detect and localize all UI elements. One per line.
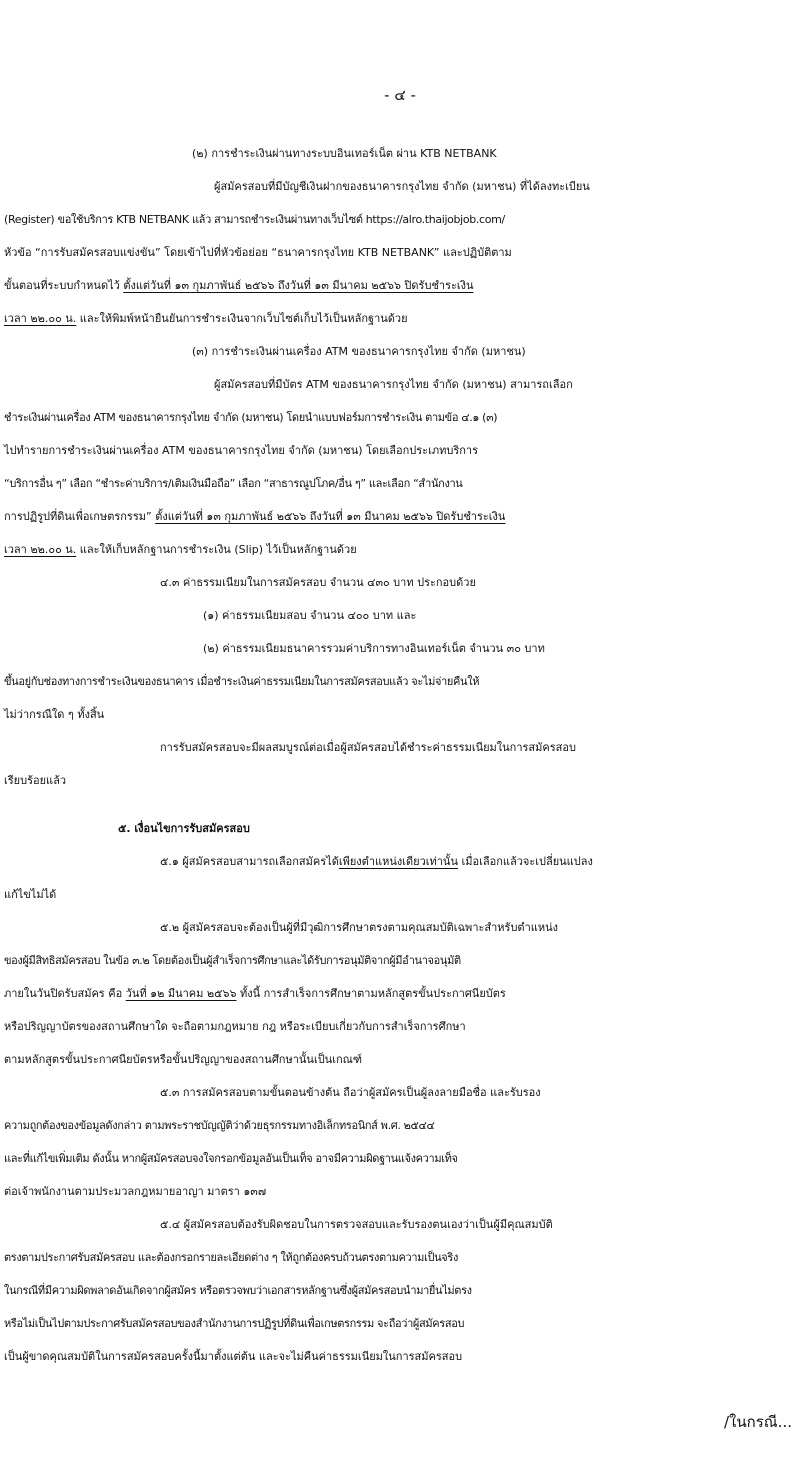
paragraph-line: ไม่ว่ากรณีใด ๆ ทั้งสิ้น (4, 708, 105, 721)
payment-deadline-time: เวลา ๒๒.๐๐ น. (4, 312, 77, 325)
paragraph-line: การปฏิรูปที่ดินเพื่อเกษตรกรรม” ตั้งแต่วันที่ ๑๓ กุมภาพันธ์ ๒๕๖๖ ถึงวันที่ ๑๓ มีนาคม ๒๕๖๖ ปิดรับชำระเงิน (4, 510, 506, 523)
fee-item-1: (๑) ค่าธรรมเนียมสอบ จำนวน ๔๐๐ บาท และ (203, 609, 417, 622)
paragraph-line: ๕.๑ ผู้สมัครสอบสามารถเลือกสมัครได้เพียงตำแหน่งเดียวเท่านั้น เมื่อเลือกแล้วจะเปลี่ยนแปลง (160, 855, 593, 868)
paragraph-line: ตามหลักสูตรขั้นประกาศนียบัตรหรือขั้นปริญญาของสถานศึกษานั้นเป็นเกณฑ์ (4, 1053, 362, 1066)
page-number: - ๔ - (384, 86, 416, 104)
paragraph-line: ในกรณีที่มีความผิดพลาดอันเกิดจากผู้สมัคร หรือตรวจพบว่าเอกสารหลักฐานซึ่งผู้สมัครสอบนำมายื่นไม่ตรง (4, 1284, 472, 1297)
fee-item-2: (๒) ค่าธรรมเนียมธนาคารรวมค่าบริการทางอินเทอร์เน็ต จำนวน ๓๐ บาท (203, 642, 545, 655)
section-5-heading: ๕. เงื่อนไขการรับสมัครสอบ (118, 822, 250, 835)
paragraph-line: “บริการอื่น ๆ” เลือก “ชำระค่าบริการ/เติมเงินมือถือ” เลือก “สาธารณูปโภค/อื่น ๆ” และเลือก “สำนักงาน (4, 477, 463, 490)
paragraph-line: ชำระเงินผ่านเครื่อง ATM ของธนาคารกรุงไทย จำกัด (มหาชน) โดยนำแบบฟอร์มการชำระเงิน ตามข้อ ๔.๑ (๓) (4, 411, 498, 424)
section-4-3-heading: ๔.๓ ค่าธรรมเนียมในการสมัครสอบ จำนวน ๔๓๐ บาท ประกอบด้วย (160, 576, 476, 589)
paragraph-line: ๕.๒ ผู้สมัครสอบจะต้องเป็นผู้ที่มีวุฒิการศึกษาตรงตามคุณสมบัติเฉพาะสำหรับตำแหน่ง (160, 921, 558, 934)
payment-period: ตั้งแต่วันที่ ๑๓ กุมภาพันธ์ ๒๕๖๖ ถึงวันที่ ๑๓ มีนาคม ๒๕๖๖ ปิดรับชำระเงิน (155, 510, 506, 523)
paragraph-line: ขั้นตอนที่ระบบกำหนดไว้ ตั้งแต่วันที่ ๑๓ กุมภาพันธ์ ๒๕๖๖ ถึงวันที่ ๑๓ มีนาคม ๒๕๖๖ ปิดรับชำระเงิน (4, 279, 474, 292)
paragraph-line: หัวข้อ “การรับสมัครสอบแข่งขัน” โดยเข้าไปที่หัวข้อย่อย “ธนาคารกรุงไทย KTB NETBANK” และปฏิบัติตาม (4, 246, 512, 259)
payment-period: ตั้งแต่วันที่ ๑๓ กุมภาพันธ์ ๒๕๖๖ ถึงวันที่ ๑๓ มีนาคม ๒๕๖๖ ปิดรับชำระเงิน (123, 279, 474, 292)
paragraph-line: การรับสมัครสอบจะมีผลสมบูรณ์ต่อเมื่อผู้สมัครสอบได้ชำระค่าธรรมเนียมในการสมัครสอบ (160, 741, 576, 754)
paragraph-line: (Register) ขอใช้บริการ KTB NETBANK แล้ว สามารถชำระเงินผ่านทางเว็บไซต์ https://alro.thaijobjob.com/ (4, 213, 505, 226)
paragraph-line: ความถูกต้องของข้อมูลดังกล่าว ตามพระราชบัญญัติว่าด้วยธุรกรรมทางอิเล็กทรอนิกส์ พ.ศ. ๒๕๔๔ (4, 1119, 435, 1132)
paragraph-line: หรือปริญญาบัตรของสถานศึกษาใด จะถือตามกฎหมาย กฎ หรือระเบียบเกี่ยวกับการสำเร็จการศึกษา (4, 1020, 466, 1033)
single-position-note: เพียงตำแหน่งเดียวเท่านั้น (338, 855, 458, 868)
paragraph-line: ไปทำรายการชำระเงินผ่านเครื่อง ATM ของธนาคารกรุงไทย จำกัด (มหาชน) โดยเลือกประเภทบริการ (4, 444, 478, 457)
continuation-marker: /ในกรณี... (724, 1413, 792, 1431)
paragraph-line: ต่อเจ้าพนักงานตามประมวลกฎหมายอาญา มาตรา ๑๓๗ (4, 1185, 267, 1198)
section-4-2-item-2-heading: (๒) การชำระเงินผ่านทางระบบอินเทอร์เน็ต ผ่าน KTB NETBANK (192, 147, 497, 160)
paragraph-line: เวลา ๒๒.๐๐ น. และให้พิมพ์หน้ายืนยันการชำระเงินจากเว็บไซต์เก็บไว้เป็นหลักฐานด้วย (4, 312, 408, 325)
paragraph-line: หรือไม่เป็นไปตามประกาศรับสมัครสอบของสำนักงานการปฏิรูปที่ดินเพื่อเกษตรกรรม จะถือว่าผู้สมัครสอบ (4, 1317, 465, 1330)
paragraph-line: แก้ไขไม่ได้ (4, 888, 57, 901)
paragraph-line: และที่แก้ไขเพิ่มเติม ดังนั้น หากผู้สมัครสอบจงใจกรอกข้อมูลอันเป็นเท็จ อาจมีความผิดฐานแจ้งความเท็จ (4, 1152, 458, 1165)
paragraph-line: ของผู้มีสิทธิสมัครสอบ ในข้อ ๓.๒ โดยต้องเป็นผู้สำเร็จการศึกษาและได้รับการอนุมัติจากผู้มีอำนาจอนุมัติ (4, 954, 461, 967)
section-4-2-item-3-heading: (๓) การชำระเงินผ่านเครื่อง ATM ของธนาคารกรุงไทย จำกัด (มหาชน) (192, 345, 526, 358)
paragraph-line: ภายในวันปิดรับสมัคร คือ วันที่ ๑๒ มีนาคม ๒๕๖๖ ทั้งนี้ การสำเร็จการศึกษาตามหลักสูตรขั้นประกาศนียบัตร (4, 987, 506, 1000)
paragraph-line: เวลา ๒๒.๐๐ น. และให้เก็บหลักฐานการชำระเงิน (Slip) ไว้เป็นหลักฐานด้วย (4, 543, 357, 556)
paragraph-line: ตรงตามประกาศรับสมัครสอบ และต้องกรอกรายละเอียดต่าง ๆ ให้ถูกต้องครบถ้วนตรงตามความเป็นจริง (4, 1251, 458, 1264)
paragraph-line: ๕.๓ การสมัครสอบตามขั้นตอนข้างต้น ถือว่าผู้สมัครเป็นผู้ลงลายมือชื่อ และรับรอง (160, 1086, 541, 1099)
paragraph-line: เรียบร้อยแล้ว (4, 774, 67, 787)
paragraph-line: ผู้สมัครสอบที่มีบัญชีเงินฝากของธนาคารกรุงไทย จำกัด (มหาชน) ที่ได้ลงทะเบียน (214, 180, 590, 193)
paragraph-line: ขึ้นอยู่กับช่องทางการชำระเงินของธนาคาร เมื่อชำระเงินค่าธรรมเนียมในการสมัครสอบแล้ว จะไม่จ่ายคืนให้ (4, 675, 480, 688)
paragraph-line: ผู้สมัครสอบที่มีบัตร ATM ของธนาคารกรุงไทย จำกัด (มหาชน) สามารถเลือก (214, 378, 573, 391)
closing-date: วันที่ ๑๒ มีนาคม ๒๕๖๖ (125, 987, 237, 1000)
paragraph-line: เป็นผู้ขาดคุณสมบัติในการสมัครสอบครั้งนี้มาตั้งแต่ต้น และจะไม่คืนค่าธรรมเนียมในการสมัครสอบ (4, 1350, 463, 1363)
paragraph-line: ๕.๔ ผู้สมัครสอบต้องรับผิดชอบในการตรวจสอบและรับรองตนเองว่าเป็นผู้มีคุณสมบัติ (160, 1218, 553, 1231)
payment-deadline-time: เวลา ๒๒.๐๐ น. (4, 543, 77, 556)
